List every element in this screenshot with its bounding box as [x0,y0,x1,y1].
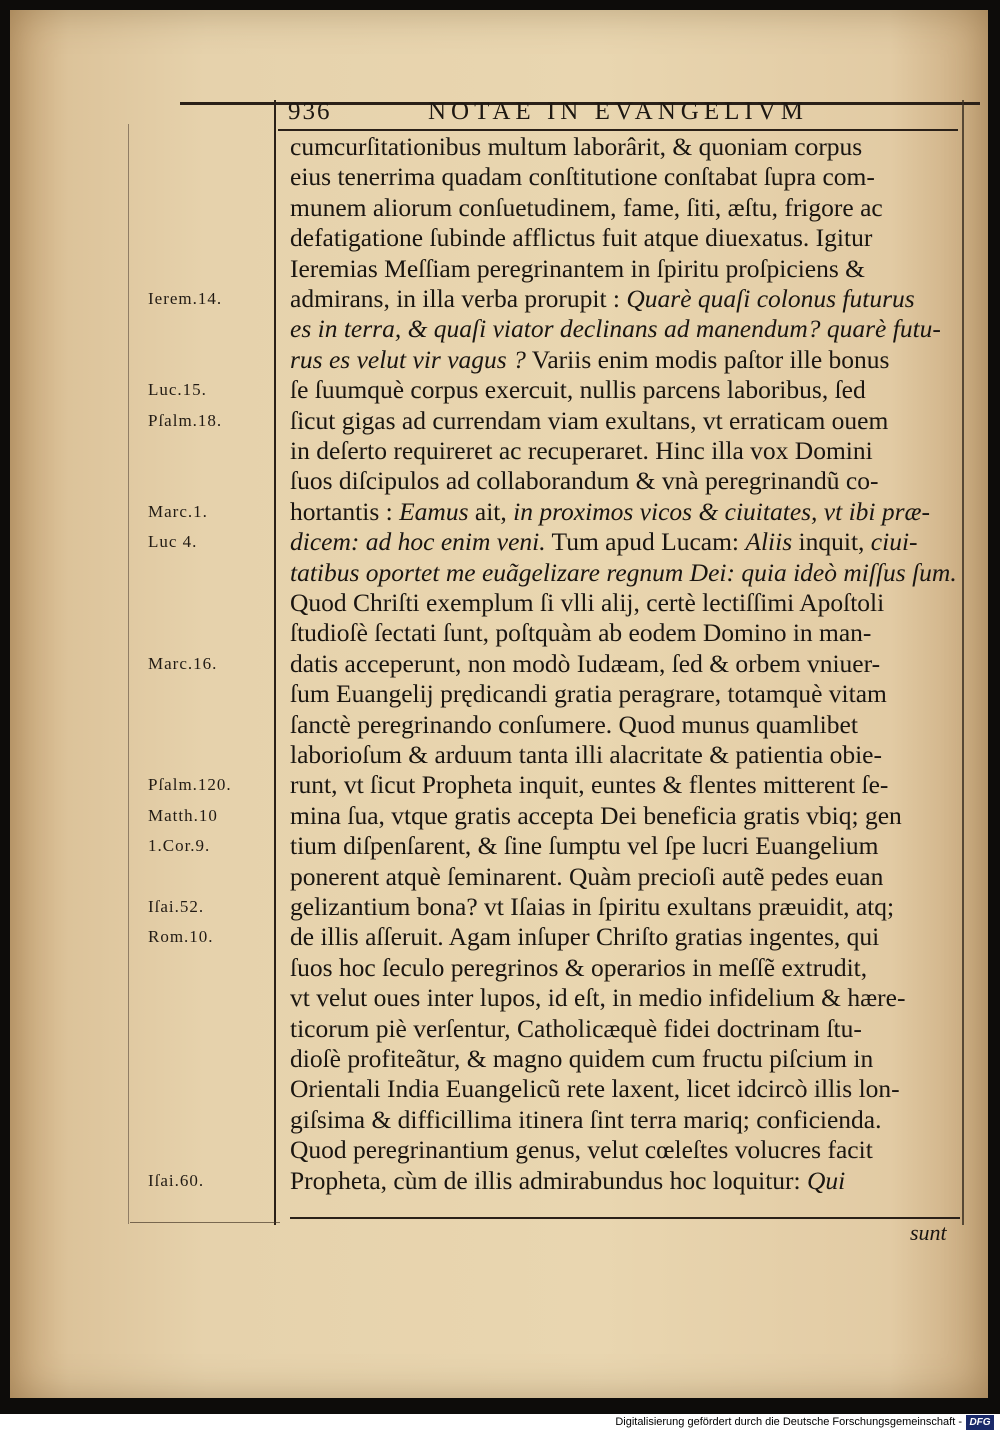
italic-span: in proximos vicos & ciuitates, vt ibi præ- [513,496,931,526]
text-line [290,617,962,648]
text-line [290,253,962,284]
text-span: ſe ſuumquè corpus exercuit, nullis parcens laboribus, ſed [290,375,866,405]
text-line [290,1165,962,1196]
text-span: ſuos hoc ſeculo peregrinos & operarios in meſſẽ extrudit, [290,952,868,982]
text-span: datis acceperunt, non modò Iudæam, ſed & orbem vniuer- [290,648,881,678]
italic-span: tatibus oportet me euãgelizare regnum Dei: quia ideò miſſus ſum. [290,557,957,587]
text-span: ſuos diſcipulos ad collaborandum & vnà peregrinandũ co- [290,466,879,496]
text-line [290,222,962,253]
text-span: ſanctè peregrinando conſumere. Quod munus quamlibet [290,709,858,739]
text-line [290,405,962,436]
text-line [290,830,962,861]
text-span: ſtudioſè ſectati ſunt, poſtquàm ab eodem Domino in man- [290,618,872,648]
text-line [290,769,962,800]
text-span: dioſè profiteãtur, & magno quidem cum fructu piſcium in [290,1044,874,1073]
text-span: cumcurſitationibus multum laborârit, & quoniam corpus [290,132,863,161]
text-span: munem aliorum conſuetudinem, fame, ſiti, æſtu, frigore ac [290,192,883,222]
text-span: ait, [468,496,514,526]
margin-rule [128,124,129,1224]
text-line [290,526,962,557]
text-span: de illis aſſeruit. Agam inſuper Chriſto gratias ingentes, qui [290,922,880,952]
text-line [290,131,962,162]
text-span: ticorum piè verſentur, Catholicæquè fidei doctrinam ſtu- [290,1013,862,1043]
text-line [290,557,962,588]
margin-note: Luc.15. [148,380,207,400]
margin-note: Luc 4. [148,532,198,552]
text-line [290,283,962,314]
margin-bottom-rule [130,1222,280,1223]
text-line [290,891,962,922]
running-title: NOTAE IN EVANGELIVM [428,98,808,125]
margin-note: Pſalm.18. [148,410,223,430]
text-line [290,1013,962,1044]
margin-note: Pſalm.120. [148,775,232,795]
text-span: Variis enim modis paſtor ille bonus [525,344,890,374]
text-line [290,982,962,1013]
dfg-logo: DFG [966,1415,994,1430]
text-bottom-rule [290,1217,960,1219]
italic-span: es in terra, & quaſi viator declinans ad manendum? quarè futu- [290,314,941,344]
text-line [290,678,962,709]
text-line [290,465,962,496]
text-line [290,1134,962,1165]
margin-note: Matth.10 [148,805,218,825]
text-line [290,313,962,344]
text-span: Orientali India Euangelicũ rete laxent, licet idcircò illis lon- [290,1074,900,1104]
running-head [288,98,958,132]
text-line [290,161,962,192]
margin-note: Iſai.60. [148,1170,205,1190]
text-line [290,952,962,983]
italic-span: Qui [807,1165,846,1195]
text-span: inquit, [792,527,871,557]
text-line [290,648,962,679]
italic-span: ciui- [870,527,918,557]
footer-credit: Digitalisierung gefördert durch die Deutsche Forschungsgemeinschaft - [615,1416,962,1428]
margin-note: 1.Cor.9. [148,836,211,856]
text-span: defatigatione ſubinde afflictus fuit atque diuexatus. Igitur [290,223,873,253]
text-line [290,344,962,375]
text-line [290,435,962,466]
text-span: Quod Chriſti exemplum ſi vlli alij, certè lectiſſimi Apoſtoli [290,588,885,617]
margin-note: Ierem.14. [148,289,223,308]
text-line [290,861,962,892]
text-line [290,192,962,223]
text-line [290,800,962,831]
text-span: Quod peregrinantium genus, velut cœleſtes volucres facit [290,1135,873,1165]
text-line [290,1073,962,1104]
digitization-footer [0,1414,1000,1433]
text-span: in deſerto requireret ac recuperaret. Hinc illa vox Domini [290,436,873,465]
text-span: Tum apud Lucam: [545,527,746,557]
text-column-left-rule [274,100,276,1225]
text-line [290,709,962,740]
text-span: ſicut gigas ad currendam viam exultans, vt erraticam ouem [290,405,889,435]
italic-span: Quarè quaſi colonus futurus [626,284,915,313]
text-span: giſsima & difficillima itinera ſint terra mariq; conficienda. [290,1104,882,1134]
text-span: ſum Euangelij prędicandi gratia peragrare, totamquè vitam [290,679,887,709]
margin-note: Iſai.52. [148,897,205,916]
text-span: gelizantium bona? vt Iſaias in ſpiritu exultans præuidit, atq; [290,892,895,921]
text-span: Ieremias Meſſiam peregrinantem in ſpiritu proſpiciens & [290,253,865,283]
text-line [290,921,962,952]
text-span: mina ſua, vtque gratis accepta Dei beneficia gratis vbiq; gen [290,800,902,830]
page-number: 936 [288,98,332,125]
text-column-right-rule [962,100,964,1225]
text-line [290,587,962,618]
text-span: eius tenerrima quadam conſtitutione conſtabat ſupra com- [290,162,875,192]
margin-note: Rom.10. [148,927,214,947]
margin-note: Marc.1. [148,501,208,521]
text-span: admirans, in illa verba prorupit : [290,284,627,313]
text-span: vt velut oues inter lupos, id eſt, in medio infidelium & hære- [290,983,906,1013]
italic-span: Aliis [745,527,793,557]
text-line [290,496,962,527]
italic-span: Eamus [399,496,469,526]
text-span: hortantis : [290,496,400,526]
text-span: tium diſpenſarent, & ſine ſumptu vel ſpe lucri Euangelium [290,831,879,861]
text-line [290,374,962,405]
text-span: Propheta, cùm de illis admirabundus hoc loquitur: [290,1165,807,1195]
catchword: sunt [910,1220,947,1245]
text-line [290,1043,962,1074]
text-span: runt, vt ſicut Propheta inquit, euntes & flentes mitterent ſe- [290,770,889,800]
italic-span: dicem: ad hoc enim veni. [290,527,546,557]
text-span: laborioſum & arduum tanta illi alacritate & patientia obie- [290,740,882,769]
italic-span: rus es velut vir vagus ? [290,344,526,374]
text-line [290,739,962,770]
margin-note: Marc.16. [148,653,218,673]
text-span: ponerent atquè ſeminarent. Quàm precioſi autẽ pedes euan [290,861,884,891]
text-line [290,1104,962,1135]
